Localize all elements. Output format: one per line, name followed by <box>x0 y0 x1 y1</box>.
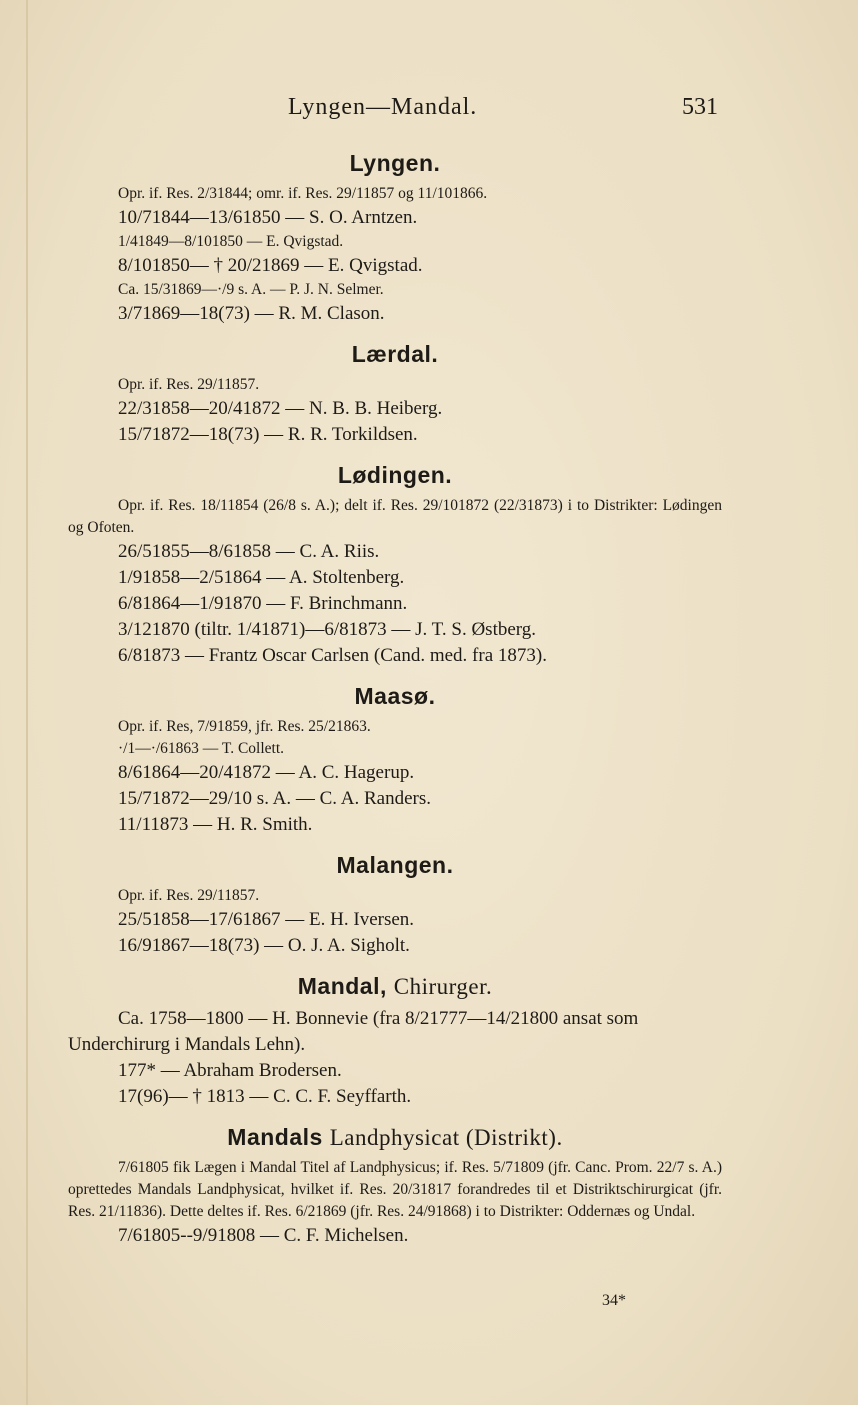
section-note: Opr. if. Res, 7/91859, jfr. Res. 25/21863. <box>118 718 371 735</box>
entry: Ca. 15/31869—·/9 s. A. — P. J. N. Selmer. <box>118 281 384 298</box>
section-title <box>68 1124 722 1151</box>
section-title <box>68 973 722 1000</box>
section-title-main: Mandal, <box>297 973 387 999</box>
entry: 11/11873 — H. R. Smith. <box>118 814 313 835</box>
entry: 1/41849—8/101850 — E. Qvigstad. <box>118 233 344 250</box>
entry: 25/51858—17/61867 — E. H. Iversen. <box>118 909 415 930</box>
page-number: 531 <box>682 94 718 120</box>
entry: 3/121870 (tiltr. 1/41871)—6/81873 — J. T. S. Østberg. <box>118 619 537 640</box>
entry: 1/91858—2/51864 — A. Stoltenberg. <box>118 567 405 588</box>
entry: 17(96)— † 1813 — C. C. F. Seyffarth. <box>118 1086 412 1107</box>
running-title: Lyngen—Mandal. <box>288 94 478 120</box>
section-title: Lødingen. <box>337 462 453 488</box>
entry: 7/61805--9/91808 — C. F. Michelsen. <box>118 1225 409 1246</box>
entry: ·/1—·/61863 — T. Collett. <box>118 740 285 757</box>
signature-mark: 34* <box>602 1292 626 1309</box>
entry: 177* — Abraham Brodersen. <box>118 1060 342 1081</box>
entry: 8/101850— † 20/21869 — E. Qvigstad. <box>118 255 423 276</box>
section-note: Opr. if. Res. 2/31844; omr. if. Res. 29/11857 og 11/101866. <box>118 185 488 202</box>
section-title: Lyngen. <box>349 150 441 176</box>
entry: 3/71869—18(73) — R. M. Clason. <box>118 303 385 324</box>
section-maaso <box>68 683 722 838</box>
section-lodingen <box>68 462 722 669</box>
entry: 26/51855—8/61858 — C. A. Riis. <box>118 541 380 562</box>
section-note: Opr. if. Res. 29/11857. <box>118 887 260 904</box>
page-content <box>68 146 722 1249</box>
entry: 8/61864—20/41872 — A. C. Hagerup. <box>118 762 415 783</box>
entry: 6/81864—1/91870 — F. Brinchmann. <box>118 593 408 614</box>
entry: 15/71872—18(73) — R. R. Torkildsen. <box>118 424 418 445</box>
section-title-main: Mandals <box>227 1124 323 1150</box>
section-note: Opr. if. Res. 29/11857. <box>118 376 260 393</box>
section-note: 7/61805 fik Lægen i Mandal Titel af Landphysicus; if. Res. 5/71809 (jfr. Canc. Prom. 22/7 s. A.) oprettedes Mandals Landphysicat, hvilket if. Res. 20/31817 forandredes til et Distriktschirurgicat (jfr. Res. 21/11836). Dette deltes if. Res. 6/21869 (jfr. Res. 24/91868) i to Distrikter: Oddernæs og Undal. <box>68 1159 722 1220</box>
page-edge-shadow <box>26 0 28 1405</box>
section-mandals-landphysicat <box>68 1124 722 1249</box>
section-mandal-chirurger <box>68 973 722 1110</box>
section-title: Malangen. <box>336 852 454 878</box>
page-header <box>68 94 718 130</box>
entry: 6/81873 — Frantz Oscar Carlsen (Cand. med. fra 1873). <box>118 645 547 666</box>
section-lyngen <box>68 150 722 327</box>
entry: 10/71844—13/61850 — S. O. Arntzen. <box>118 207 418 228</box>
section-title: Lærdal. <box>351 341 439 367</box>
section-note: Opr. if. Res. 18/11854 (26/8 s. A.); delt if. Res. 29/101872 (22/31873) i to Distrikter: Lødingen og Ofoten. <box>68 497 722 536</box>
section-title-rest: Landphysicat (Distrikt). <box>329 1125 563 1150</box>
section-title: Maasø. <box>354 683 436 709</box>
section-title-rest: Chirurger. <box>393 974 493 999</box>
entry: 15/71872—29/10 s. A. — C. A. Randers. <box>118 788 431 809</box>
section-laerdal <box>68 341 722 448</box>
section-malangen <box>68 852 722 959</box>
entry: 22/31858—20/41872 — N. B. B. Heiberg. <box>118 398 443 419</box>
entry: 16/91867—18(73) — O. J. A. Sigholt. <box>118 935 410 956</box>
entry: Ca. 1758—1800 — H. Bonnevie (fra 8/21777—14/21800 ansat som Underchirurg i Mandals Lehn). <box>68 1008 639 1055</box>
